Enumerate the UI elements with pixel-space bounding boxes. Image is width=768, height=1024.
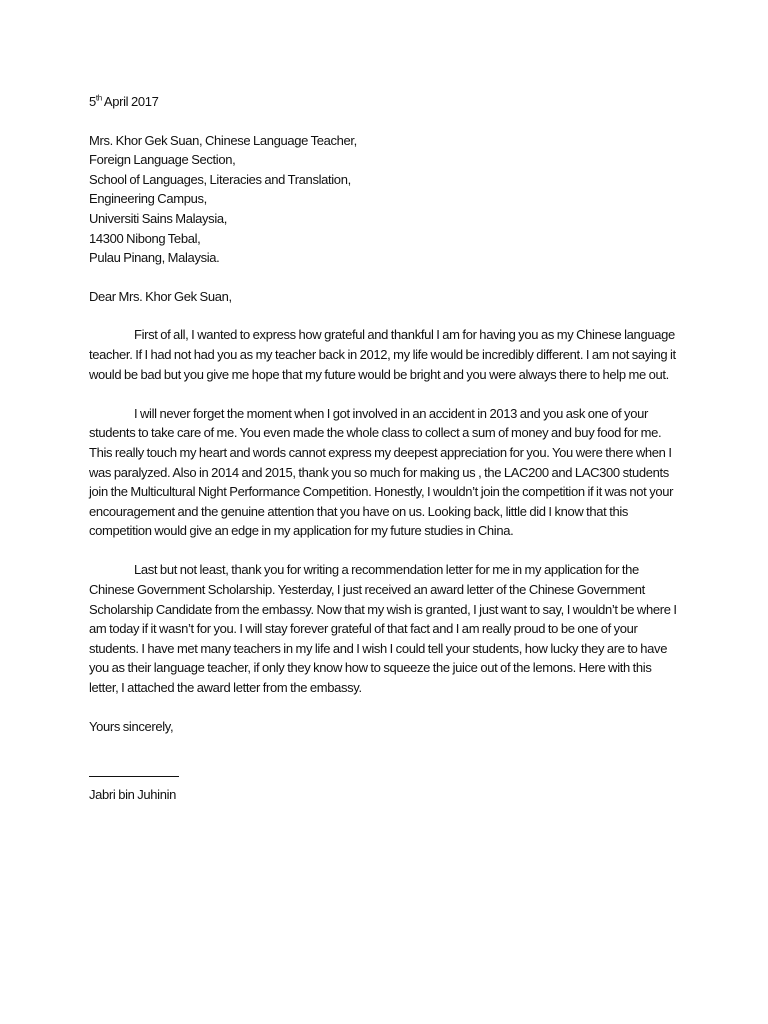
letter-date: [89, 92, 681, 112]
address-line: Engineering Campus,: [89, 191, 207, 207]
signer-name: Jabri bin Juhinin: [89, 786, 176, 802]
date-day: 5: [89, 94, 96, 109]
recipient-address: [89, 131, 681, 268]
address-line: Pulau Pinang, Malaysia.: [89, 250, 220, 266]
address-line: Universiti Sains Malaysia,: [89, 210, 228, 226]
closing: Yours sincerely,: [89, 719, 174, 735]
date-month-year: April 2017: [101, 94, 159, 109]
date-suffix: th: [95, 93, 102, 103]
address-line: School of Languages, Literacies and Translation,: [89, 171, 351, 187]
body-paragraph: Last but not least, thank you for writing a recommendation letter for me in my application for the Chinese Government Scholarship. Yesterday, I just received an award letter of the Chinese Government Scholarship Candidate from the embassy. Now that my wish is granted, I just want to say, I wouldn’t be where I am today if it wasn’t for you. I will stay forever grateful of that fact and I am really proud to be one of your students. I have met many teachers in my life and I wish I could tell your students, how lucky they are to have you as their language teacher, if only they know how to squeeze the juice out of the lemons. Here with this letter, I attached the award letter from the embassy.: [89, 562, 677, 696]
salutation: Dear Mrs. Khor Gek Suan,: [89, 288, 232, 304]
address-line: 14300 Nibong Tebal,: [89, 230, 201, 246]
letter-body: [89, 92, 681, 804]
address-line: Foreign Language Section,: [89, 152, 236, 168]
address-line: Mrs. Khor Gek Suan, Chinese Language Teacher,: [89, 132, 357, 148]
body-paragraph: I will never forget the moment when I got involved in an accident in 2013 and you ask one of your students to take care of me. You even made the whole class to collect a sum of money and buy food for me. This really touch my heart and words cannot express my deepest appreciation for you. You were there when I was paralyzed. Also in 2014 and 2015, thank you so much for making us , the LAC200 and LAC300 students join the Multicultural Night Performance Competition. Honestly, I wouldn’t join the competition if it was not your encouragement and the genuine attention that you have on us. Looking back, little did I know that this competition would give an edge in my application for my future studies in China.: [89, 405, 674, 539]
body-paragraph: First of all, I wanted to express how grateful and thankful I am for having you as my Chinese language teacher. If I had not had you as my teacher back in 2012, my life would be incredibly different. I am not saying it would be bad but you give me hope that my future would be bright and you were always there to help me out.: [89, 327, 676, 382]
signature-line: [89, 776, 179, 777]
